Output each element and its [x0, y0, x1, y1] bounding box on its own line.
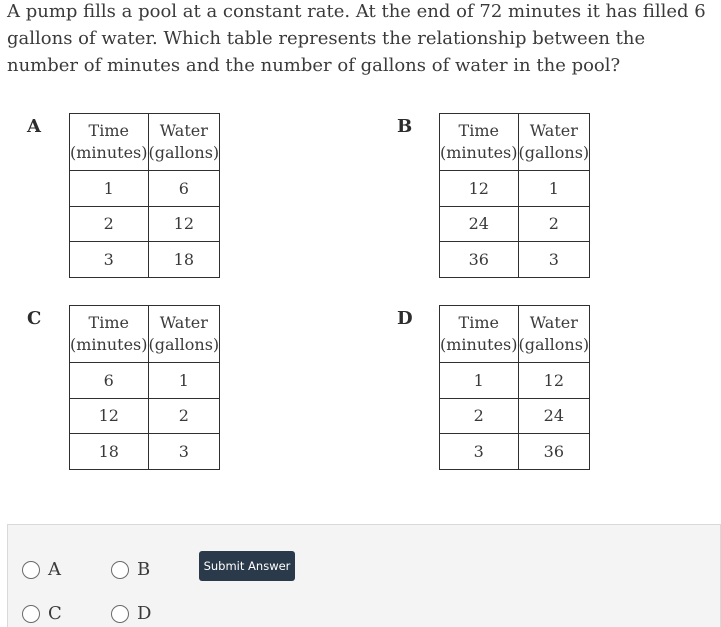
radio-button[interactable]	[111, 561, 129, 579]
column-header-water: Water (gallons)	[518, 306, 590, 363]
table-row	[440, 242, 590, 278]
radio-button[interactable]	[111, 605, 129, 623]
option-c-table	[69, 305, 220, 470]
answer-panel	[7, 524, 721, 627]
table-cell: 2	[440, 398, 519, 434]
question-text: A pump fills a pool at a constant rate. At the end of 72 minutes it has filled 6 gallons of water. Which table represents the relationship between the number of minutes and the number of gallons of water in the pool?	[7, 1, 706, 76]
table-cell: 6	[148, 171, 220, 207]
table-row	[70, 434, 220, 470]
table-header-row	[70, 306, 220, 363]
table-cell: 12	[70, 398, 149, 434]
table-cell: 36	[440, 242, 519, 278]
table-row	[70, 206, 220, 242]
table-cell: 3	[70, 242, 149, 278]
table-cell: 3	[440, 434, 519, 470]
table-cell: 12	[148, 206, 220, 242]
table-row	[440, 206, 590, 242]
table-cell: 18	[70, 434, 149, 470]
column-header-time: Time (minutes)	[440, 114, 519, 171]
table-row	[440, 398, 590, 434]
table-cell: 24	[440, 206, 519, 242]
option-letter: A	[27, 116, 41, 137]
table-header-row	[70, 114, 220, 171]
table-cell: 3	[518, 242, 590, 278]
choice-a-radio[interactable]	[22, 559, 61, 580]
option-a-table	[69, 113, 220, 278]
table-cell: 2	[518, 206, 590, 242]
table-row	[440, 434, 590, 470]
radio-button[interactable]	[22, 561, 40, 579]
table-cell: 3	[148, 434, 220, 470]
choice-label: D	[137, 603, 152, 624]
table-row	[70, 398, 220, 434]
option-letter: C	[27, 308, 42, 329]
column-header-water: Water (gallons)	[148, 306, 220, 363]
column-header-time: Time (minutes)	[70, 306, 149, 363]
option-letter: D	[397, 308, 413, 329]
table-cell: 2	[70, 206, 149, 242]
choice-label: A	[48, 559, 61, 580]
option-b-table	[439, 113, 590, 278]
option-d-table	[439, 305, 590, 470]
table-header-row	[440, 114, 590, 171]
radio-button[interactable]	[22, 605, 40, 623]
table-cell: 12	[440, 171, 519, 207]
table-cell: 1	[440, 363, 519, 399]
table-cell: 36	[518, 434, 590, 470]
table-row	[70, 242, 220, 278]
table-cell: 6	[70, 363, 149, 399]
table-row	[440, 171, 590, 207]
table-row	[440, 363, 590, 399]
table-cell: 1	[518, 171, 590, 207]
choice-label: B	[137, 559, 151, 580]
table-cell: 1	[70, 171, 149, 207]
column-header-time: Time (minutes)	[440, 306, 519, 363]
submit-answer-button[interactable]: Submit Answer	[199, 551, 295, 581]
table-cell: 1	[148, 363, 220, 399]
choice-c-radio[interactable]	[22, 603, 62, 624]
choice-d-radio[interactable]	[111, 603, 151, 624]
table-row	[70, 363, 220, 399]
column-header-water: Water (gallons)	[518, 114, 590, 171]
table-cell: 24	[518, 398, 590, 434]
table-cell: 18	[148, 242, 220, 278]
choice-label: C	[48, 603, 62, 624]
table-cell: 12	[518, 363, 590, 399]
column-header-water: Water (gallons)	[148, 114, 220, 171]
column-header-time: Time (minutes)	[70, 114, 149, 171]
table-header-row	[440, 306, 590, 363]
table-cell: 2	[148, 398, 220, 434]
option-letter: B	[397, 116, 413, 137]
table-row	[70, 171, 220, 207]
choice-b-radio[interactable]	[111, 559, 150, 580]
